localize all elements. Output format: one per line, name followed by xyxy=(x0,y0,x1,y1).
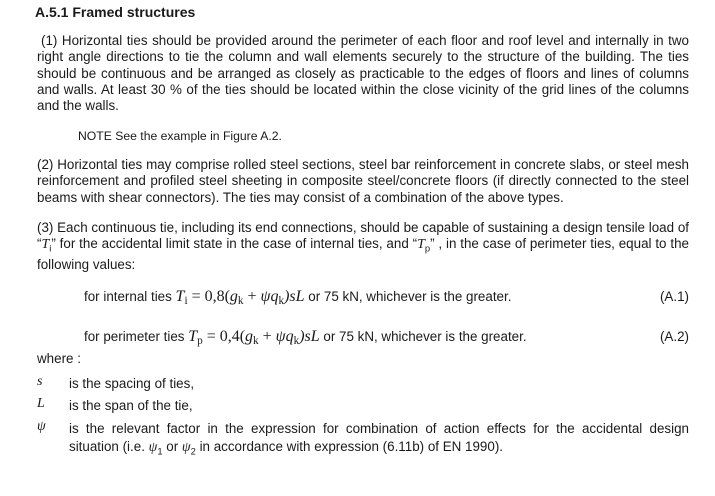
eq2-lhs-sub: p xyxy=(197,335,203,347)
paragraph-1: (1) Horizontal ties should be provided around the perimeter of each floor and roof level and internally in two right angle directions to tie the column and wall elements securely to the structure of the building. The ties should be continuous and be arranged as closely as practicable to the edges of floors and lines of columns and walls. At least 30 % of the ties should be located within the close vicinity of the grid lines of the columns and the walls. xyxy=(37,33,689,114)
eq2-plus: + xyxy=(258,328,276,345)
eq2-g: g xyxy=(245,328,254,345)
psi1-sub: 1 xyxy=(157,446,163,457)
eq2-q-sub: k xyxy=(293,335,300,347)
equation-a1 xyxy=(84,288,689,307)
def-text-s: is the spacing of ties, xyxy=(69,376,195,391)
eq1-lhs: T xyxy=(175,288,185,305)
eq2-psi: ψ xyxy=(275,328,286,345)
eq2-coef: = 0,4( xyxy=(202,328,246,345)
def-psi-or: or xyxy=(162,439,182,454)
ti-symbol: T xyxy=(41,237,50,253)
eq2-g-sub: k xyxy=(253,335,259,347)
note: NOTE See the example in Figure A.2. xyxy=(78,129,282,143)
tp-sub: p xyxy=(424,243,431,254)
p3-text-3: ” , in the case of perimeter ties, equal to the following values: xyxy=(37,236,689,273)
def-symbol-s: s xyxy=(37,374,43,389)
eq2-body xyxy=(84,328,527,347)
eq1-coef: = 0,8( xyxy=(187,288,230,305)
p3-text-2: ” for the accidental limit state in the case of internal ties, and “ xyxy=(51,236,418,252)
ti-sub: i xyxy=(49,243,52,254)
eq2-lhs: T xyxy=(188,328,198,345)
eq1-tail: )sL xyxy=(284,288,305,305)
def-symbol-psi: ψ xyxy=(37,419,46,434)
eq1-q: q xyxy=(270,288,279,305)
eq2-suffix: or 75 kN, whichever is the greater. xyxy=(319,329,527,344)
def-text-l: is the span of the tie, xyxy=(69,398,193,413)
eq1-formula xyxy=(176,288,305,305)
where-label: where : xyxy=(37,351,81,366)
eq1-lhs-sub: i xyxy=(184,295,188,307)
section-heading: A.5.1 Framed structures xyxy=(35,4,196,20)
eq2-tail: )sL xyxy=(299,328,320,345)
eq1-number: (A.1) xyxy=(659,289,689,304)
paragraph-3 xyxy=(37,220,689,274)
paragraph-2: (2) Horizontal ties may comprise rolled steel sections, steel bar reinforcement in concrete slabs, or steel mesh reinforcement and profiled steel sheeting in composite steel/concrete floors (if directly connected to the steel beams with shear connectors). The ties may consist of a combination of the above types. xyxy=(37,157,689,205)
def-text-psi xyxy=(69,420,689,461)
eq1-body xyxy=(84,288,511,307)
def-psi-text-b: in accordance with expression (6.11b) of EN 1990). xyxy=(195,439,503,454)
eq2-q: q xyxy=(285,328,294,345)
eq1-plus: + xyxy=(243,288,261,305)
eq1-g-sub: k xyxy=(237,295,244,307)
tp-symbol: T xyxy=(417,237,425,253)
eq1-g: g xyxy=(229,288,238,305)
def-psi-text-a: is the relevant factor in the expression for combination of action effects for the accidental design situation (i.e. xyxy=(69,421,689,454)
psi2-symbol: ψ xyxy=(181,440,191,455)
eq1-psi: ψ xyxy=(260,288,271,305)
eq2-number: (A.2) xyxy=(659,329,689,344)
p3-text-1: (3) Each continuous tie, including its end connections, should be capable of sustaining a design tensile load of “ xyxy=(37,220,689,252)
psi2-sub: 2 xyxy=(190,446,196,457)
eq2-formula xyxy=(188,328,319,345)
eq1-q-sub: k xyxy=(278,295,285,307)
equation-a2 xyxy=(84,328,689,347)
psi1-symbol: ψ xyxy=(148,440,158,455)
eq1-suffix: or 75 kN, whichever is the greater. xyxy=(304,289,512,304)
def-symbol-l: L xyxy=(37,396,45,411)
eq2-prefix: for perimeter ties xyxy=(84,329,189,344)
eq1-prefix: for internal ties xyxy=(84,289,176,304)
